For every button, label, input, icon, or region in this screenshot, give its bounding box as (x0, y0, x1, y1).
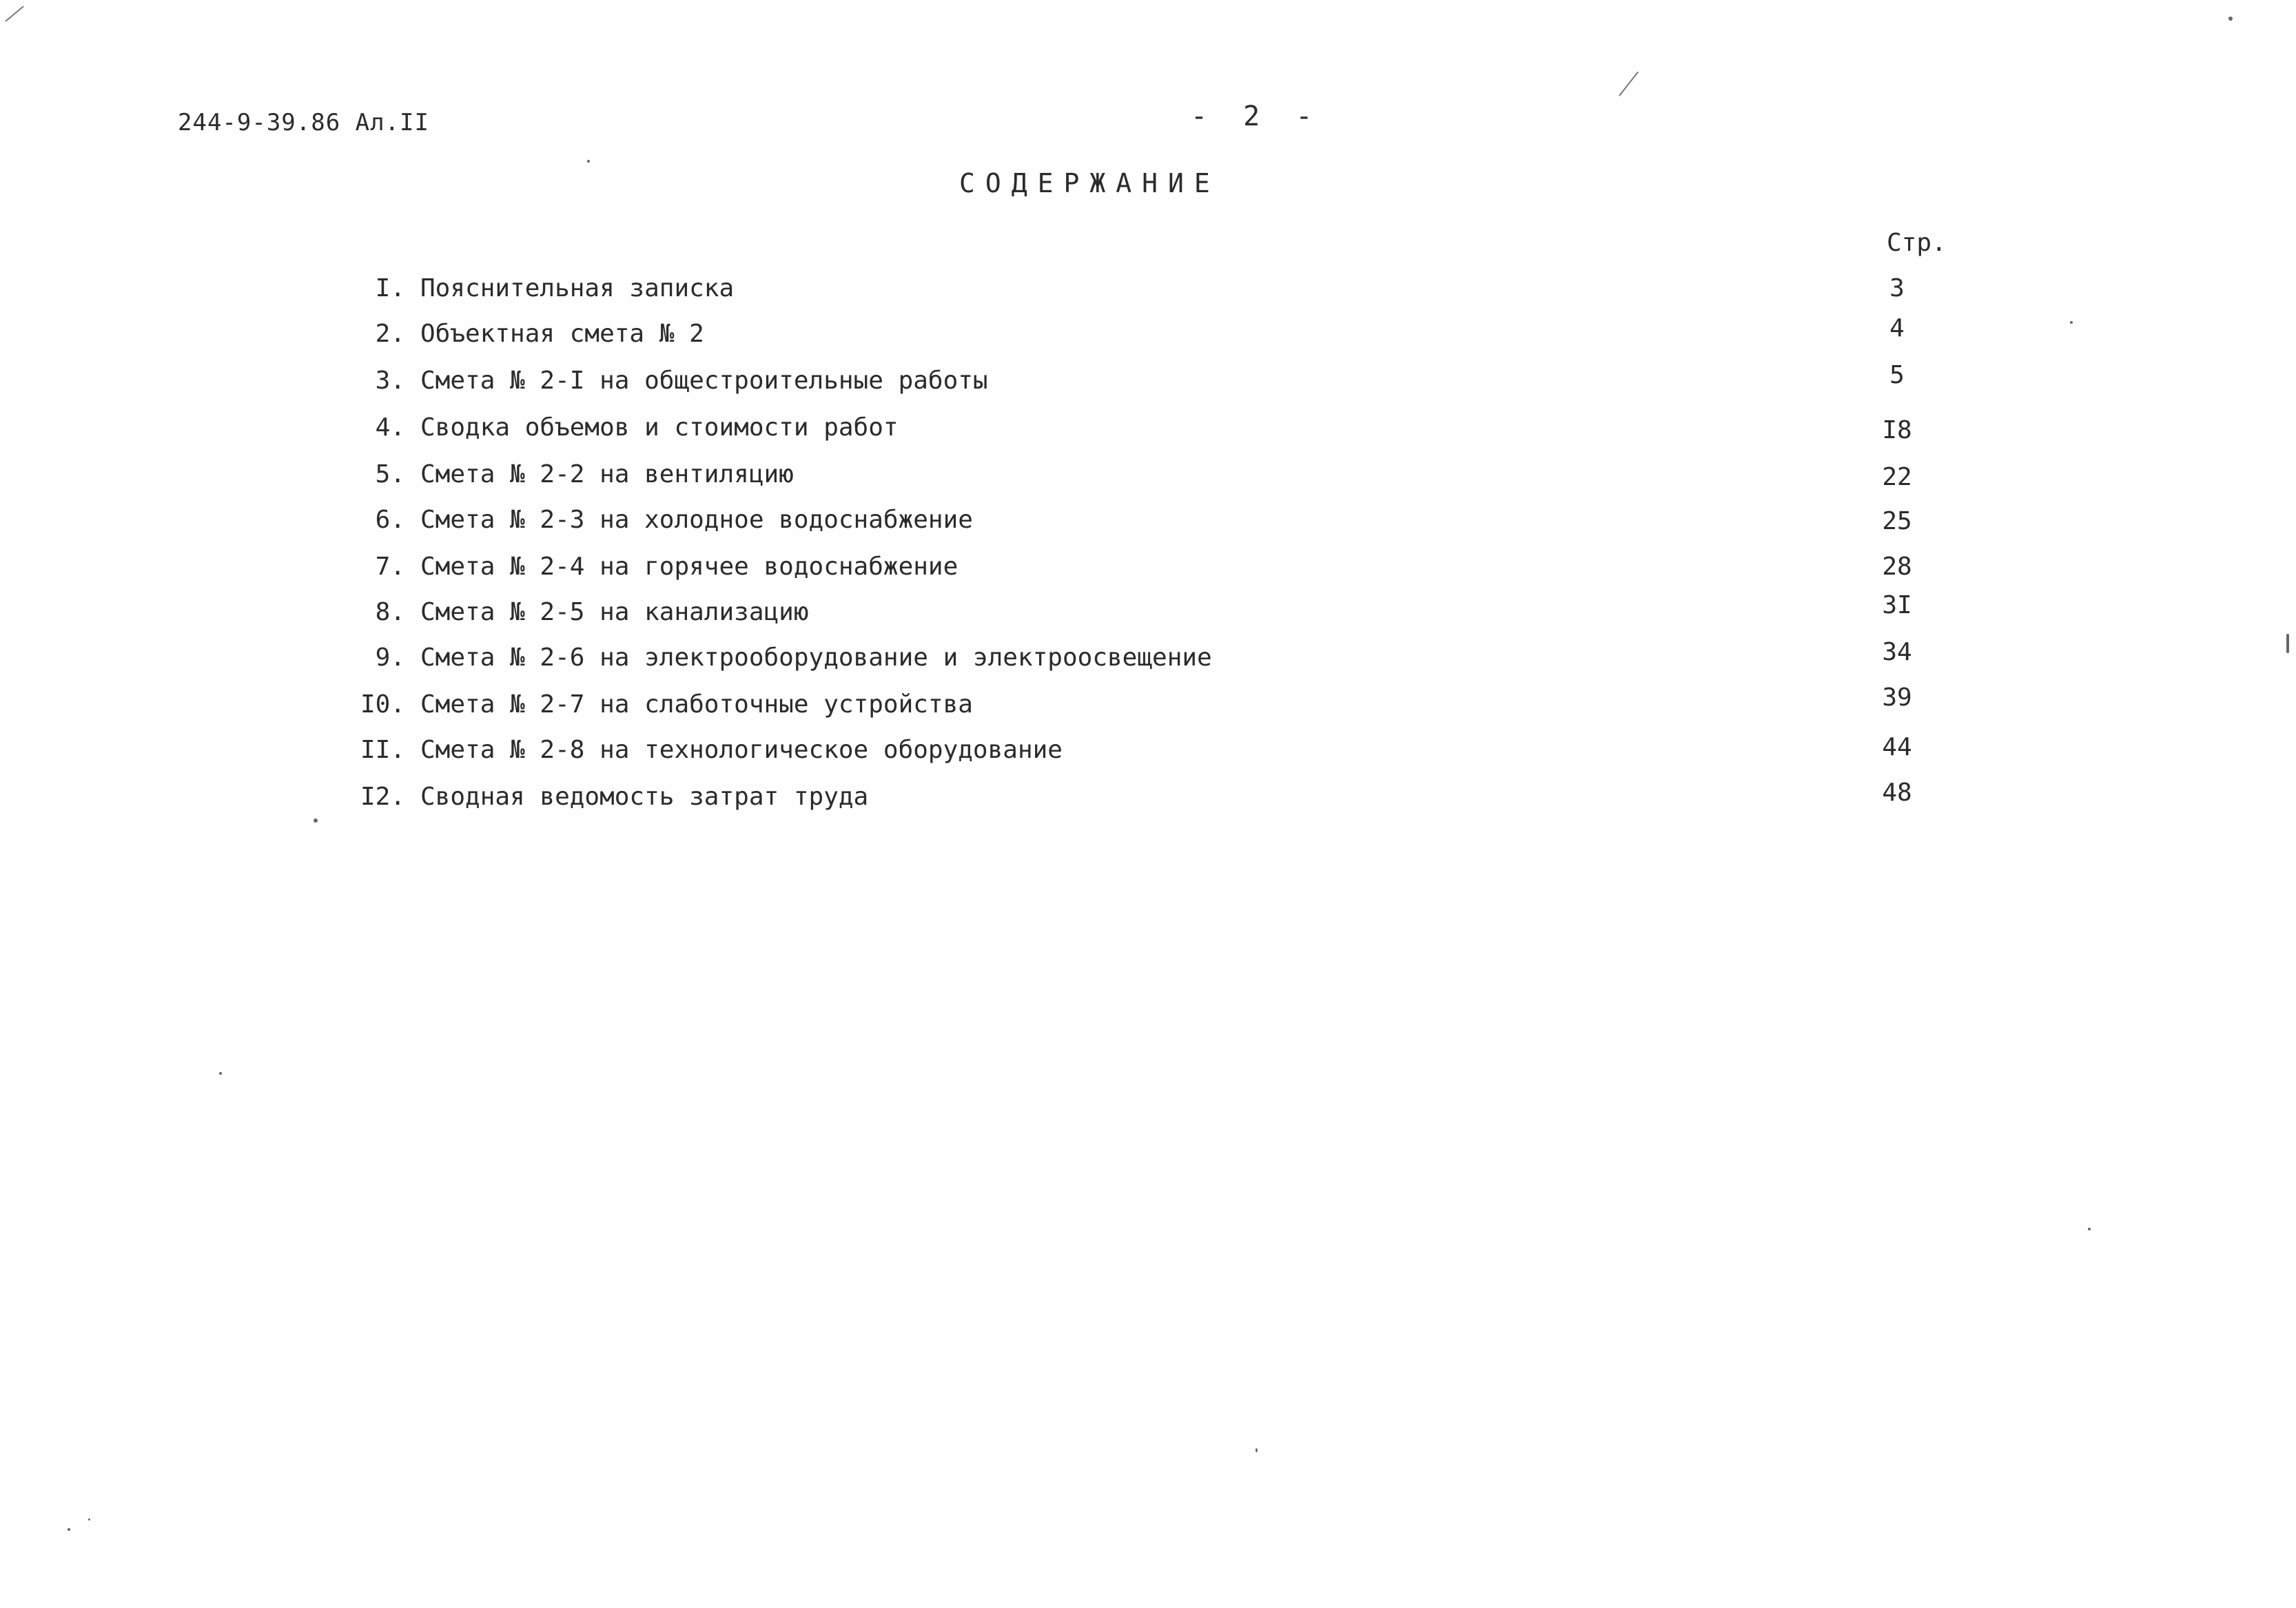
toc-item-page: 28 (1882, 553, 1912, 581)
toc-item-number: II. (360, 736, 405, 764)
toc-row (0, 361, 2296, 408)
scan-speck (2088, 1228, 2091, 1230)
toc-item-page: 44 (1882, 733, 1912, 761)
scan-speck (2070, 321, 2073, 324)
toc-item-number: 5. (375, 460, 405, 488)
toc-item-number: I0. (360, 690, 405, 719)
toc-row (0, 733, 2296, 777)
toc-row (0, 591, 2296, 639)
scan-speck (219, 1072, 222, 1075)
pages-column-header: Стр. (1887, 229, 1947, 257)
scan-speck (587, 160, 590, 163)
toc-item-number: 8. (375, 598, 405, 626)
toc-item-number: 6. (375, 506, 405, 534)
toc-item-title: Пояснительная записка (420, 274, 735, 302)
toc-item-page: 34 (1882, 638, 1912, 666)
scan-speck (1255, 1448, 1258, 1452)
toc-item-number: 4. (375, 413, 405, 442)
toc-row (0, 683, 2296, 732)
toc-item-number: 2. (375, 320, 405, 348)
toc-item-title: Смета № 2-I на общестроительные работы (420, 367, 988, 395)
toc-item-title: Сводка объемов и стоимости работ (420, 413, 899, 442)
toc-item-page: 48 (1882, 779, 1912, 807)
page-title: СОДЕРЖАНИЕ (959, 168, 1220, 198)
toc-row (0, 413, 2296, 455)
toc-row (0, 506, 2296, 547)
toc-row (0, 553, 2296, 594)
toc-item-page: 3I (1882, 591, 1912, 619)
toc-item-title: Смета № 2-2 на вентиляцию (420, 460, 794, 488)
toc-item-number: I. (375, 274, 405, 302)
scan-speck (2228, 17, 2233, 21)
toc-item-number: 3. (375, 367, 405, 395)
toc-item-title: Смета № 2-6 на электрооборудование и электроосвещение (420, 643, 1212, 672)
toc-item-number: 7. (375, 553, 405, 581)
toc-row (0, 274, 2296, 316)
toc-item-number: I2. (360, 783, 405, 811)
toc-item-page: 3 (1889, 274, 1905, 302)
toc-item-title: Смета № 2-3 на холодное водоснабжение (420, 506, 973, 534)
toc-row (0, 779, 2296, 824)
toc-item-page: I8 (1882, 416, 1912, 444)
scan-speck (2286, 634, 2289, 653)
toc-row (0, 638, 2296, 685)
scan-speck (88, 1518, 90, 1521)
scan-speck (68, 1528, 70, 1531)
toc-row (0, 460, 2296, 502)
document-code: 244-9-39.86 Ал.II (178, 109, 429, 136)
toc-item-page: 5 (1889, 361, 1905, 389)
toc-item-title: Сводная ведомость затрат труда (420, 783, 869, 811)
toc-item-title: Смета № 2-4 на горячее водоснабжение (420, 553, 959, 581)
toc-item-page: 25 (1882, 507, 1912, 535)
toc-row (0, 314, 2296, 361)
toc-item-title: Объектная смета № 2 (420, 320, 704, 348)
toc-item-number: 9. (375, 643, 405, 672)
toc-item-page: 22 (1882, 463, 1912, 491)
toc-item-page: 4 (1889, 314, 1905, 342)
toc-item-page: 39 (1882, 683, 1912, 712)
toc-item-title: Смета № 2-8 на технологическое оборудование (420, 736, 1063, 764)
toc-item-title: Смета № 2-5 на канализацию (420, 598, 809, 626)
page-number: - 2 - (1191, 101, 1322, 132)
toc-item-title: Смета № 2-7 на слаботочные устройства (420, 690, 973, 719)
scan-speck (314, 818, 318, 823)
